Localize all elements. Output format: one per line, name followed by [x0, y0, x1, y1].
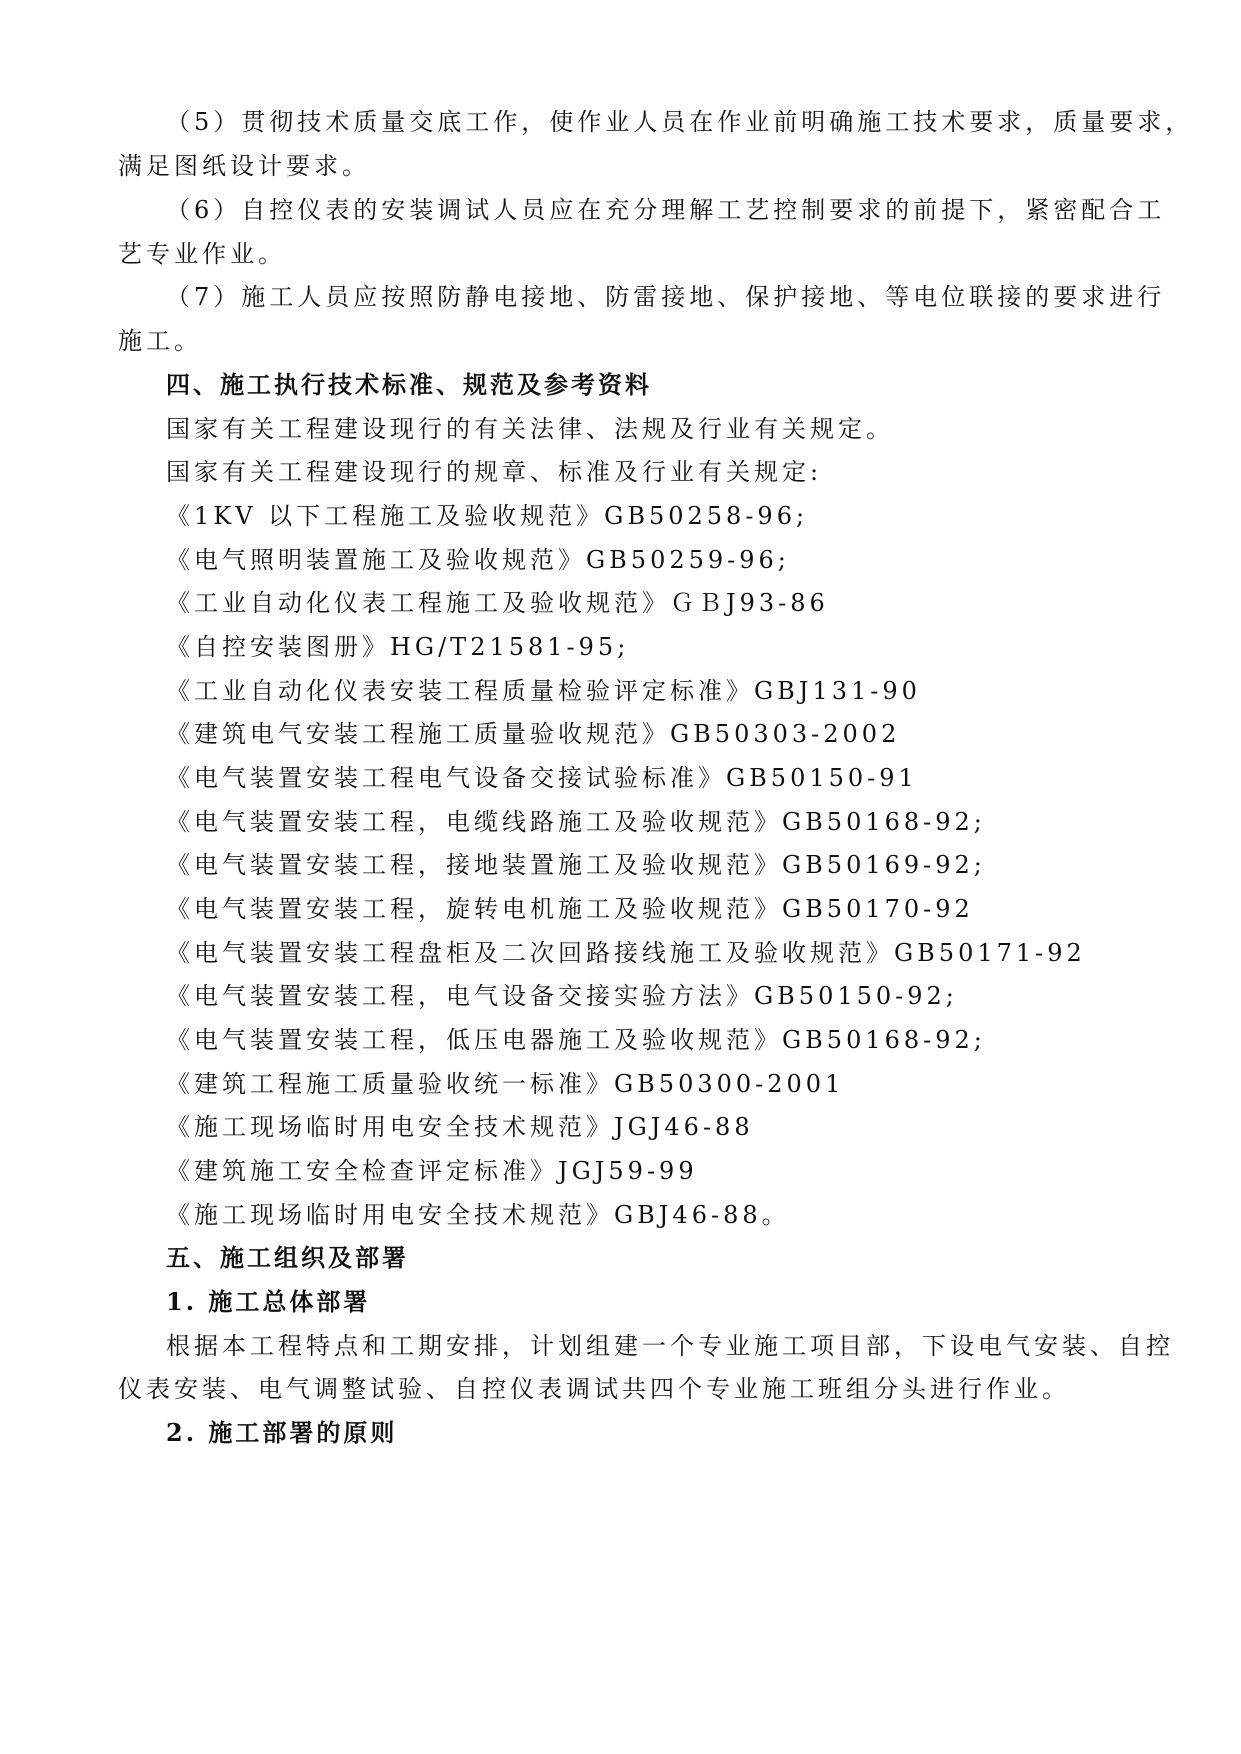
standard-item: 《建筑施工安全检查评定标准》JGJ59-99 [166, 1157, 698, 1185]
standard-item: 《电气装置安装工程电气设备交接试验标准》GB50150-91 [166, 764, 918, 792]
item-5-line-1: （5）贯彻技术质量交底工作，使作业人员在作业前明确施工技术要求，质量要求， [166, 108, 1194, 136]
section-5-paragraph-line-1: 根据本工程特点和工期安排，计划组建一个专业施工项目部，下设电气安装、自控 [166, 1332, 1174, 1360]
item-6-line-2: 艺专业作业。 [118, 240, 286, 268]
standard-item: 《自控安装图册》HG/T21581-95; [166, 633, 630, 661]
section-4-paragraph-1: 国家有关工程建设现行的有关法律、法规及行业有关规定。 [166, 415, 894, 443]
standard-item: 《工业自动化仪表安装工程质量检验评定标准》GBJ131-90 [166, 677, 921, 705]
section-5-heading: 五、施工组织及部署 [166, 1243, 409, 1272]
item-7-line-1: （7）施工人员应按照防静电接地、防雷接地、保护接地、等电位联接的要求进行 [166, 283, 1166, 311]
standard-item: 《电气装置安装工程，接地装置施工及验收规范》GB50169-92; [166, 851, 986, 879]
section-4-paragraph-2: 国家有关工程建设现行的规章、标准及行业有关规定: [166, 458, 823, 486]
item-7-line-2: 施工。 [118, 327, 202, 355]
standard-item: 《电气照明装置施工及验收规范》GB50259-96; [166, 546, 790, 574]
standard-item: 《建筑电气安装工程施工质量验收规范》GB50303-2002 [166, 720, 901, 748]
subsection-2-heading: 2. 施工部署的原则 [166, 1418, 398, 1447]
section-4-heading: 四、施工执行技术标准、规范及参考资料 [166, 370, 652, 399]
standard-item: 《电气装置安装工程，电缆线路施工及验收规范》GB50168-92; [166, 808, 986, 836]
subsection-1-heading: 1. 施工总体部署 [166, 1287, 371, 1316]
item-6-line-1: （6）自控仪表的安装调试人员应在充分理解工艺控制要求的前提下，紧密配合工 [166, 196, 1166, 224]
section-5-paragraph-line-2: 仪表安装、电气调整试验、自控仪表调试共四个专业施工班组分头进行作业。 [118, 1375, 1070, 1403]
standard-item: 《电气装置安装工程，旋转电机施工及验收规范》GB50170-92 [166, 895, 974, 923]
standard-item: 《1KV 以下工程施工及验收规范》GB50258-96; [166, 502, 809, 530]
standard-item: 《施工现场临时用电安全技术规范》JGJ46-88 [166, 1113, 754, 1141]
standard-item: 《电气装置安装工程，电气设备交接实验方法》GB50150-92; [166, 982, 958, 1010]
standard-item: 《工业自动化仪表工程施工及验收规范》ＧＢJ93-86 [166, 589, 829, 617]
standard-item: 《建筑工程施工质量验收统一标准》GB50300-2001 [166, 1070, 845, 1098]
standard-item: 《电气装置安装工程盘柜及二次回路接线施工及验收规范》GB50171-92 [166, 939, 1086, 967]
standard-item: 《施工现场临时用电安全技术规范》GBJ46-88。 [166, 1201, 790, 1229]
standard-item: 《电气装置安装工程，低压电器施工及验收规范》GB50168-92; [166, 1026, 986, 1054]
item-5-line-2: 满足图纸设计要求。 [118, 152, 370, 180]
